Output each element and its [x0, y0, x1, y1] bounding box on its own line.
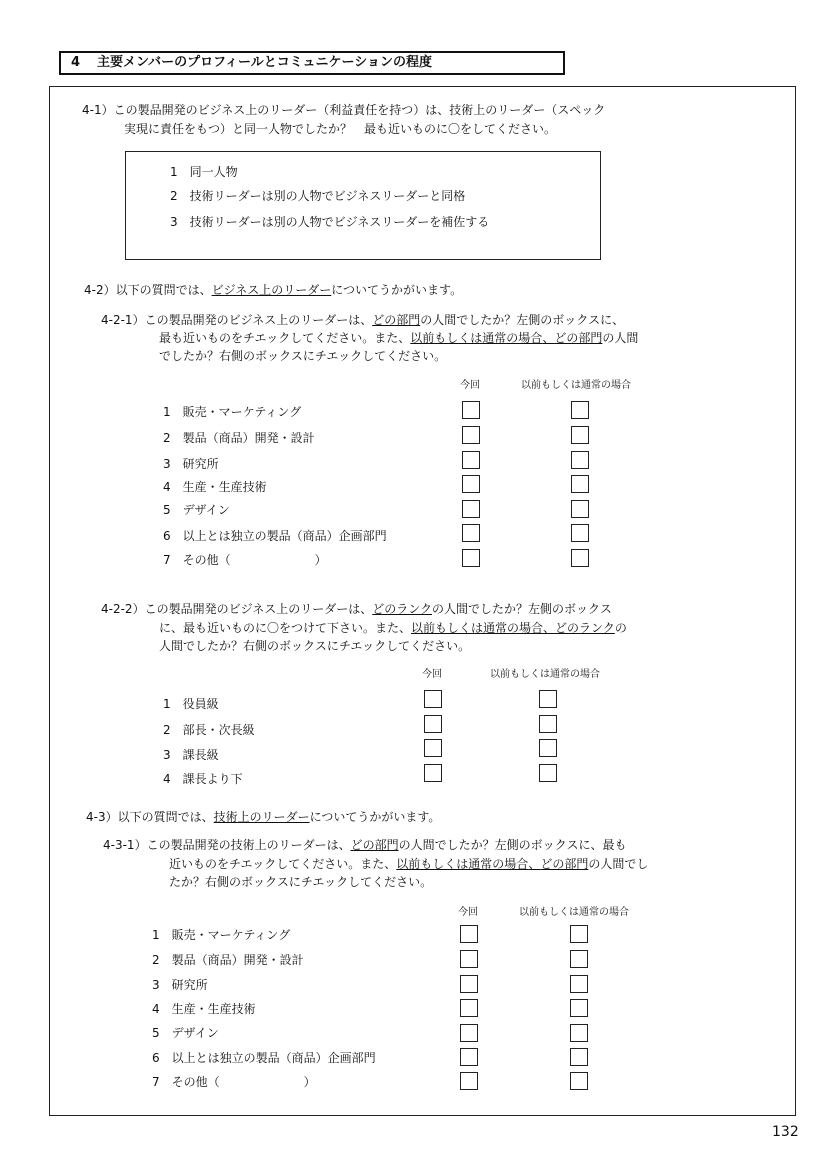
q431-item-4: 4 生産・生産技術 [152, 1002, 256, 1016]
q431-previous-checkbox-4[interactable] [570, 999, 588, 1017]
q421-l1-post: の人間でしたか？左側のボックスに、 [420, 313, 625, 327]
q421-current-checkbox-3[interactable] [462, 451, 480, 469]
q421-item-2: 2 製品（商品）開発・設計 [163, 431, 315, 445]
q431-line1 [103, 836, 626, 855]
q431-previous-checkbox-6[interactable] [570, 1048, 588, 1066]
q421-item-3: 3 研究所 [163, 457, 219, 471]
q42-heading [84, 281, 462, 300]
q421-col-previous: 以前もしくは通常の場合 [521, 380, 631, 391]
q422-l2-underlined-1: 以前もしくは通常の場合 [411, 621, 544, 635]
q431-previous-checkbox-5[interactable] [570, 1024, 588, 1042]
q422-current-checkbox-2[interactable] [424, 715, 442, 733]
q421-previous-checkbox-7[interactable] [571, 549, 589, 567]
q421-line2 [159, 329, 638, 348]
section-title-text: 主要メンバーのプロフィールとコミュニケーションの程度 [97, 55, 433, 70]
page-number: 132 [772, 1124, 799, 1140]
q431-current-checkbox-2[interactable] [460, 950, 478, 968]
q41-line2: 実現に責任をもつ）と同一人物でしたか？ 最も近いものに〇をしてください。 [124, 122, 557, 136]
q43-underlined: 技術上のリーダー [213, 810, 310, 824]
q42-pre: 4-2）以下の質問では、 [84, 283, 212, 297]
q422-item-3: 3 課長級 [163, 748, 219, 762]
q431-col-current: 今回 [458, 907, 478, 918]
q422-line2 [159, 619, 627, 638]
q421-previous-checkbox-3[interactable] [571, 451, 589, 469]
q431-line3: たか？右側のボックスにチエックしてください。 [169, 875, 433, 889]
section-number: 4 [71, 55, 81, 70]
q422-col-current: 今回 [422, 669, 442, 680]
q431-current-checkbox-5[interactable] [460, 1024, 478, 1042]
q421-current-checkbox-2[interactable] [462, 426, 480, 444]
q421-current-checkbox-5[interactable] [462, 500, 480, 518]
q421-item-7: 7 その他（ ） [163, 553, 327, 567]
q422-previous-checkbox-3[interactable] [539, 739, 557, 757]
q431-line2 [169, 855, 648, 874]
q431-l2-post: の人間でし [588, 857, 649, 871]
q421-item-4: 4 生産・生産技術 [163, 480, 267, 494]
q431-previous-checkbox-2[interactable] [570, 950, 588, 968]
q422-previous-checkbox-2[interactable] [539, 715, 557, 733]
q43-heading [86, 808, 440, 827]
q422-l2-pre: に、最も近いものに〇をつけて下さい。また、 [159, 621, 412, 635]
q41-option-1[interactable]: 1 同一人物 [170, 165, 238, 179]
q431-l1-underlined: どの部門 [350, 838, 399, 852]
q431-l2-underlined-2: どの部門 [540, 857, 589, 871]
q421-col-current: 今回 [460, 380, 480, 391]
q421-previous-checkbox-4[interactable] [571, 475, 589, 493]
q42-post: についてうかがいます。 [331, 283, 463, 297]
q421-current-checkbox-6[interactable] [462, 524, 480, 542]
q431-current-checkbox-6[interactable] [460, 1048, 478, 1066]
q421-previous-checkbox-6[interactable] [571, 524, 589, 542]
q421-l1-underlined: どの部門 [372, 313, 421, 327]
q421-previous-checkbox-1[interactable] [571, 401, 589, 419]
section-title [59, 51, 565, 75]
q431-current-checkbox-4[interactable] [460, 999, 478, 1017]
q422-col-previous: 以前もしくは通常の場合 [490, 669, 600, 680]
q421-l2-underlined-2: どの部門 [554, 331, 603, 345]
q421-previous-checkbox-5[interactable] [571, 500, 589, 518]
q422-previous-checkbox-4[interactable] [539, 764, 557, 782]
q421-l2-mid: 、 [542, 331, 555, 345]
q43-pre: 4-3）以下の質問では、 [86, 810, 214, 824]
q431-item-1: 1 販売・マーケティング [152, 928, 291, 942]
q421-l2-pre: 最も近いものをチエックしてください。また、 [159, 331, 411, 345]
q431-l1-post: の人間でしたか？左側のボックスに、最も [398, 838, 627, 852]
q422-l1-pre: 4-2-2）この製品開発のビジネス上のリーダーは、 [101, 602, 373, 616]
q421-item-1: 1 販売・マーケティング [163, 405, 302, 419]
q431-item-6: 6 以上とは独立の製品（商品）企画部門 [152, 1051, 376, 1065]
q41-option-3[interactable]: 3 技術リーダーは別の人物でビジネスリーダーを補佐する [170, 215, 490, 229]
q431-item-7: 7 その他（ ） [152, 1075, 316, 1089]
q422-l2-underlined-2: どのランク [555, 621, 615, 635]
q421-current-checkbox-7[interactable] [462, 549, 480, 567]
q422-line1 [101, 600, 612, 619]
q421-current-checkbox-4[interactable] [462, 475, 480, 493]
q421-item-6: 6 以上とは独立の製品（商品）企画部門 [163, 529, 387, 543]
q431-previous-checkbox-3[interactable] [570, 975, 588, 993]
q431-current-checkbox-3[interactable] [460, 975, 478, 993]
q431-previous-checkbox-7[interactable] [570, 1072, 588, 1090]
q422-item-2: 2 部長・次長級 [163, 723, 255, 737]
q422-item-4: 4 課長より下 [163, 772, 243, 786]
q422-previous-checkbox-1[interactable] [539, 690, 557, 708]
q42-underlined: ビジネス上のリーダー [211, 283, 332, 297]
q421-l2-post: の人間 [602, 331, 639, 345]
q431-item-5: 5 デザイン [152, 1026, 219, 1040]
q431-current-checkbox-7[interactable] [460, 1072, 478, 1090]
q422-l1-post: の人間でしたか？左側のボックス [431, 602, 612, 616]
q431-l2-underlined-1: 以前もしくは通常の場合 [396, 857, 529, 871]
q421-previous-checkbox-2[interactable] [571, 426, 589, 444]
q431-col-previous: 以前もしくは通常の場合 [519, 907, 629, 918]
q422-current-checkbox-3[interactable] [424, 739, 442, 757]
q421-l1-pre: 4-2-1）この製品開発のビジネス上のリーダーは、 [101, 313, 373, 327]
q431-previous-checkbox-1[interactable] [570, 925, 588, 943]
q421-line3: でしたか？右側のボックスにチエックしてください。 [159, 349, 447, 363]
q431-item-3: 3 研究所 [152, 978, 208, 992]
q422-l1-underlined: どのランク [372, 602, 432, 616]
q431-l1-pre: 4-3-1）この製品開発の技術上のリーダーは、 [103, 838, 351, 852]
q431-l2-pre: 近いものをチエックしてください。また、 [169, 857, 397, 871]
q431-l2-mid: 、 [528, 857, 541, 871]
q41-option-2[interactable]: 2 技術リーダーは別の人物でビジネスリーダーと同格 [170, 189, 466, 203]
q422-current-checkbox-4[interactable] [424, 764, 442, 782]
q41-line1: 4-1）この製品開発のビジネス上のリーダー（利益責任を持つ）は、技術上のリーダー（スペック [82, 103, 606, 117]
q421-l2-underlined-1: 以前もしくは通常の場合 [410, 331, 543, 345]
q422-item-1: 1 役員級 [163, 697, 219, 711]
q421-line1 [101, 311, 624, 330]
q431-item-2: 2 製品（商品）開発・設計 [152, 953, 304, 967]
q421-current-checkbox-1[interactable] [462, 401, 480, 419]
q421-item-5: 5 デザイン [163, 503, 230, 517]
q422-l2-mid: 、 [543, 621, 556, 635]
q43-post: についてうかがいます。 [309, 810, 441, 824]
q422-line3: 人間でしたか？右側のボックスにチエックしてください。 [159, 639, 471, 653]
q422-current-checkbox-1[interactable] [424, 690, 442, 708]
q422-l2-post: の [614, 621, 627, 635]
q431-current-checkbox-1[interactable] [460, 925, 478, 943]
